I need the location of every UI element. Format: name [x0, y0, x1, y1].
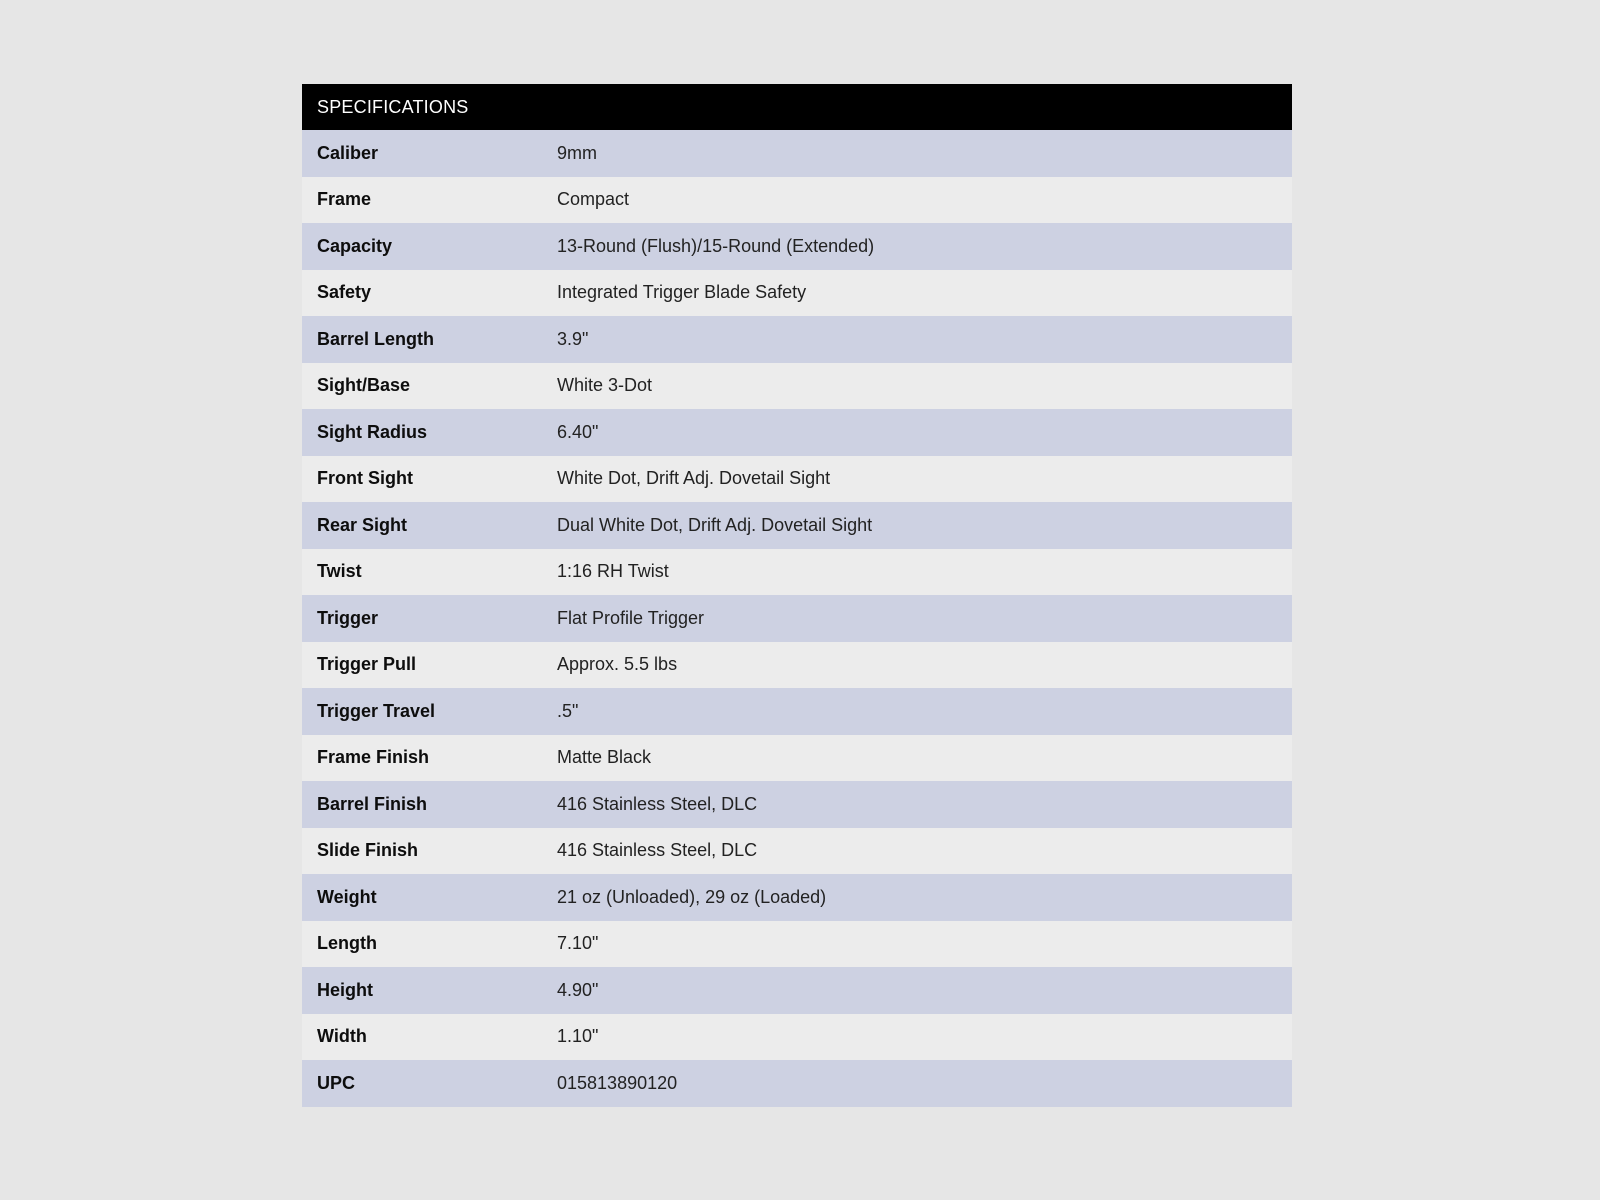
spec-value: Dual White Dot, Drift Adj. Dovetail Sight — [557, 514, 873, 535]
spec-value: Compact — [557, 189, 630, 210]
spec-value: White 3-Dot — [557, 375, 653, 396]
spec-value: 7.10" — [557, 933, 599, 954]
spec-value: 4.90" — [557, 979, 599, 1000]
spec-label: Width — [317, 1026, 367, 1047]
spec-label: Trigger — [317, 607, 379, 628]
spec-value: 9mm — [557, 142, 597, 163]
spec-label: Height — [317, 979, 373, 1000]
spec-label: Front Sight — [317, 468, 413, 489]
spec-value: 1:16 RH Twist — [557, 561, 669, 582]
spec-value: 3.9" — [557, 328, 589, 349]
spec-label: Sight/Base — [317, 375, 411, 396]
spec-row-height — [302, 967, 1292, 1014]
spec-row-barrel-length — [302, 316, 1292, 363]
spec-value: White Dot, Drift Adj. Dovetail Sight — [557, 468, 831, 489]
spec-label: Capacity — [317, 235, 393, 256]
spec-row-frame — [302, 177, 1292, 224]
spec-label: Weight — [317, 886, 377, 907]
spec-label: Frame Finish — [317, 747, 430, 768]
spec-row-upc — [302, 1060, 1292, 1107]
spec-label: Safety — [317, 282, 372, 303]
spec-row-trigger-travel — [302, 688, 1292, 735]
spec-label: Slide Finish — [317, 840, 419, 861]
spec-value: 13-Round (Flush)/15-Round (Extended) — [557, 235, 875, 256]
spec-row-width — [302, 1014, 1292, 1061]
spec-row-frame-finish — [302, 735, 1292, 782]
spec-value: Flat Profile Trigger — [557, 607, 705, 628]
spec-label: Twist — [317, 561, 362, 582]
spec-row-rear-sight — [302, 502, 1292, 549]
spec-label: Barrel Length — [317, 328, 435, 349]
spec-value: 21 oz (Unloaded), 29 oz (Loaded) — [557, 886, 827, 907]
spec-row-length — [302, 921, 1292, 968]
spec-label: Caliber — [317, 142, 379, 163]
spec-value: Matte Black — [557, 747, 652, 768]
spec-value: Integrated Trigger Blade Safety — [557, 282, 807, 303]
spec-value: 416 Stainless Steel, DLC — [557, 840, 758, 861]
spec-label: Barrel Finish — [317, 793, 428, 814]
spec-label: Trigger Travel — [317, 700, 436, 721]
spec-label: UPC — [317, 1072, 356, 1093]
spec-row-trigger-pull — [302, 642, 1292, 689]
spec-row-caliber — [302, 130, 1292, 177]
spec-value: 1.10" — [557, 1026, 599, 1047]
spec-label: Sight Radius — [317, 421, 428, 442]
spec-value: 015813890120 — [557, 1072, 678, 1093]
spec-row-trigger — [302, 595, 1292, 642]
specifications-header — [302, 84, 1292, 130]
spec-row-safety — [302, 270, 1292, 317]
spec-value: 416 Stainless Steel, DLC — [557, 793, 758, 814]
spec-value: .5" — [557, 700, 579, 721]
spec-row-twist — [302, 549, 1292, 596]
specifications-title: SPECIFICATIONS — [317, 96, 469, 117]
specifications-table — [302, 84, 1292, 1107]
spec-row-capacity — [302, 223, 1292, 270]
spec-row-front-sight — [302, 456, 1292, 503]
specifications-rows — [302, 130, 1292, 1107]
spec-row-weight — [302, 874, 1292, 921]
spec-label: Trigger Pull — [317, 654, 417, 675]
spec-row-sight-base — [302, 363, 1292, 410]
spec-label: Frame — [317, 189, 372, 210]
spec-row-slide-finish — [302, 828, 1292, 875]
spec-label: Rear Sight — [317, 514, 408, 535]
spec-label: Length — [317, 933, 377, 954]
spec-row-sight-radius — [302, 409, 1292, 456]
spec-row-barrel-finish — [302, 781, 1292, 828]
spec-value: 6.40" — [557, 421, 599, 442]
spec-value: Approx. 5.5 lbs — [557, 654, 678, 675]
